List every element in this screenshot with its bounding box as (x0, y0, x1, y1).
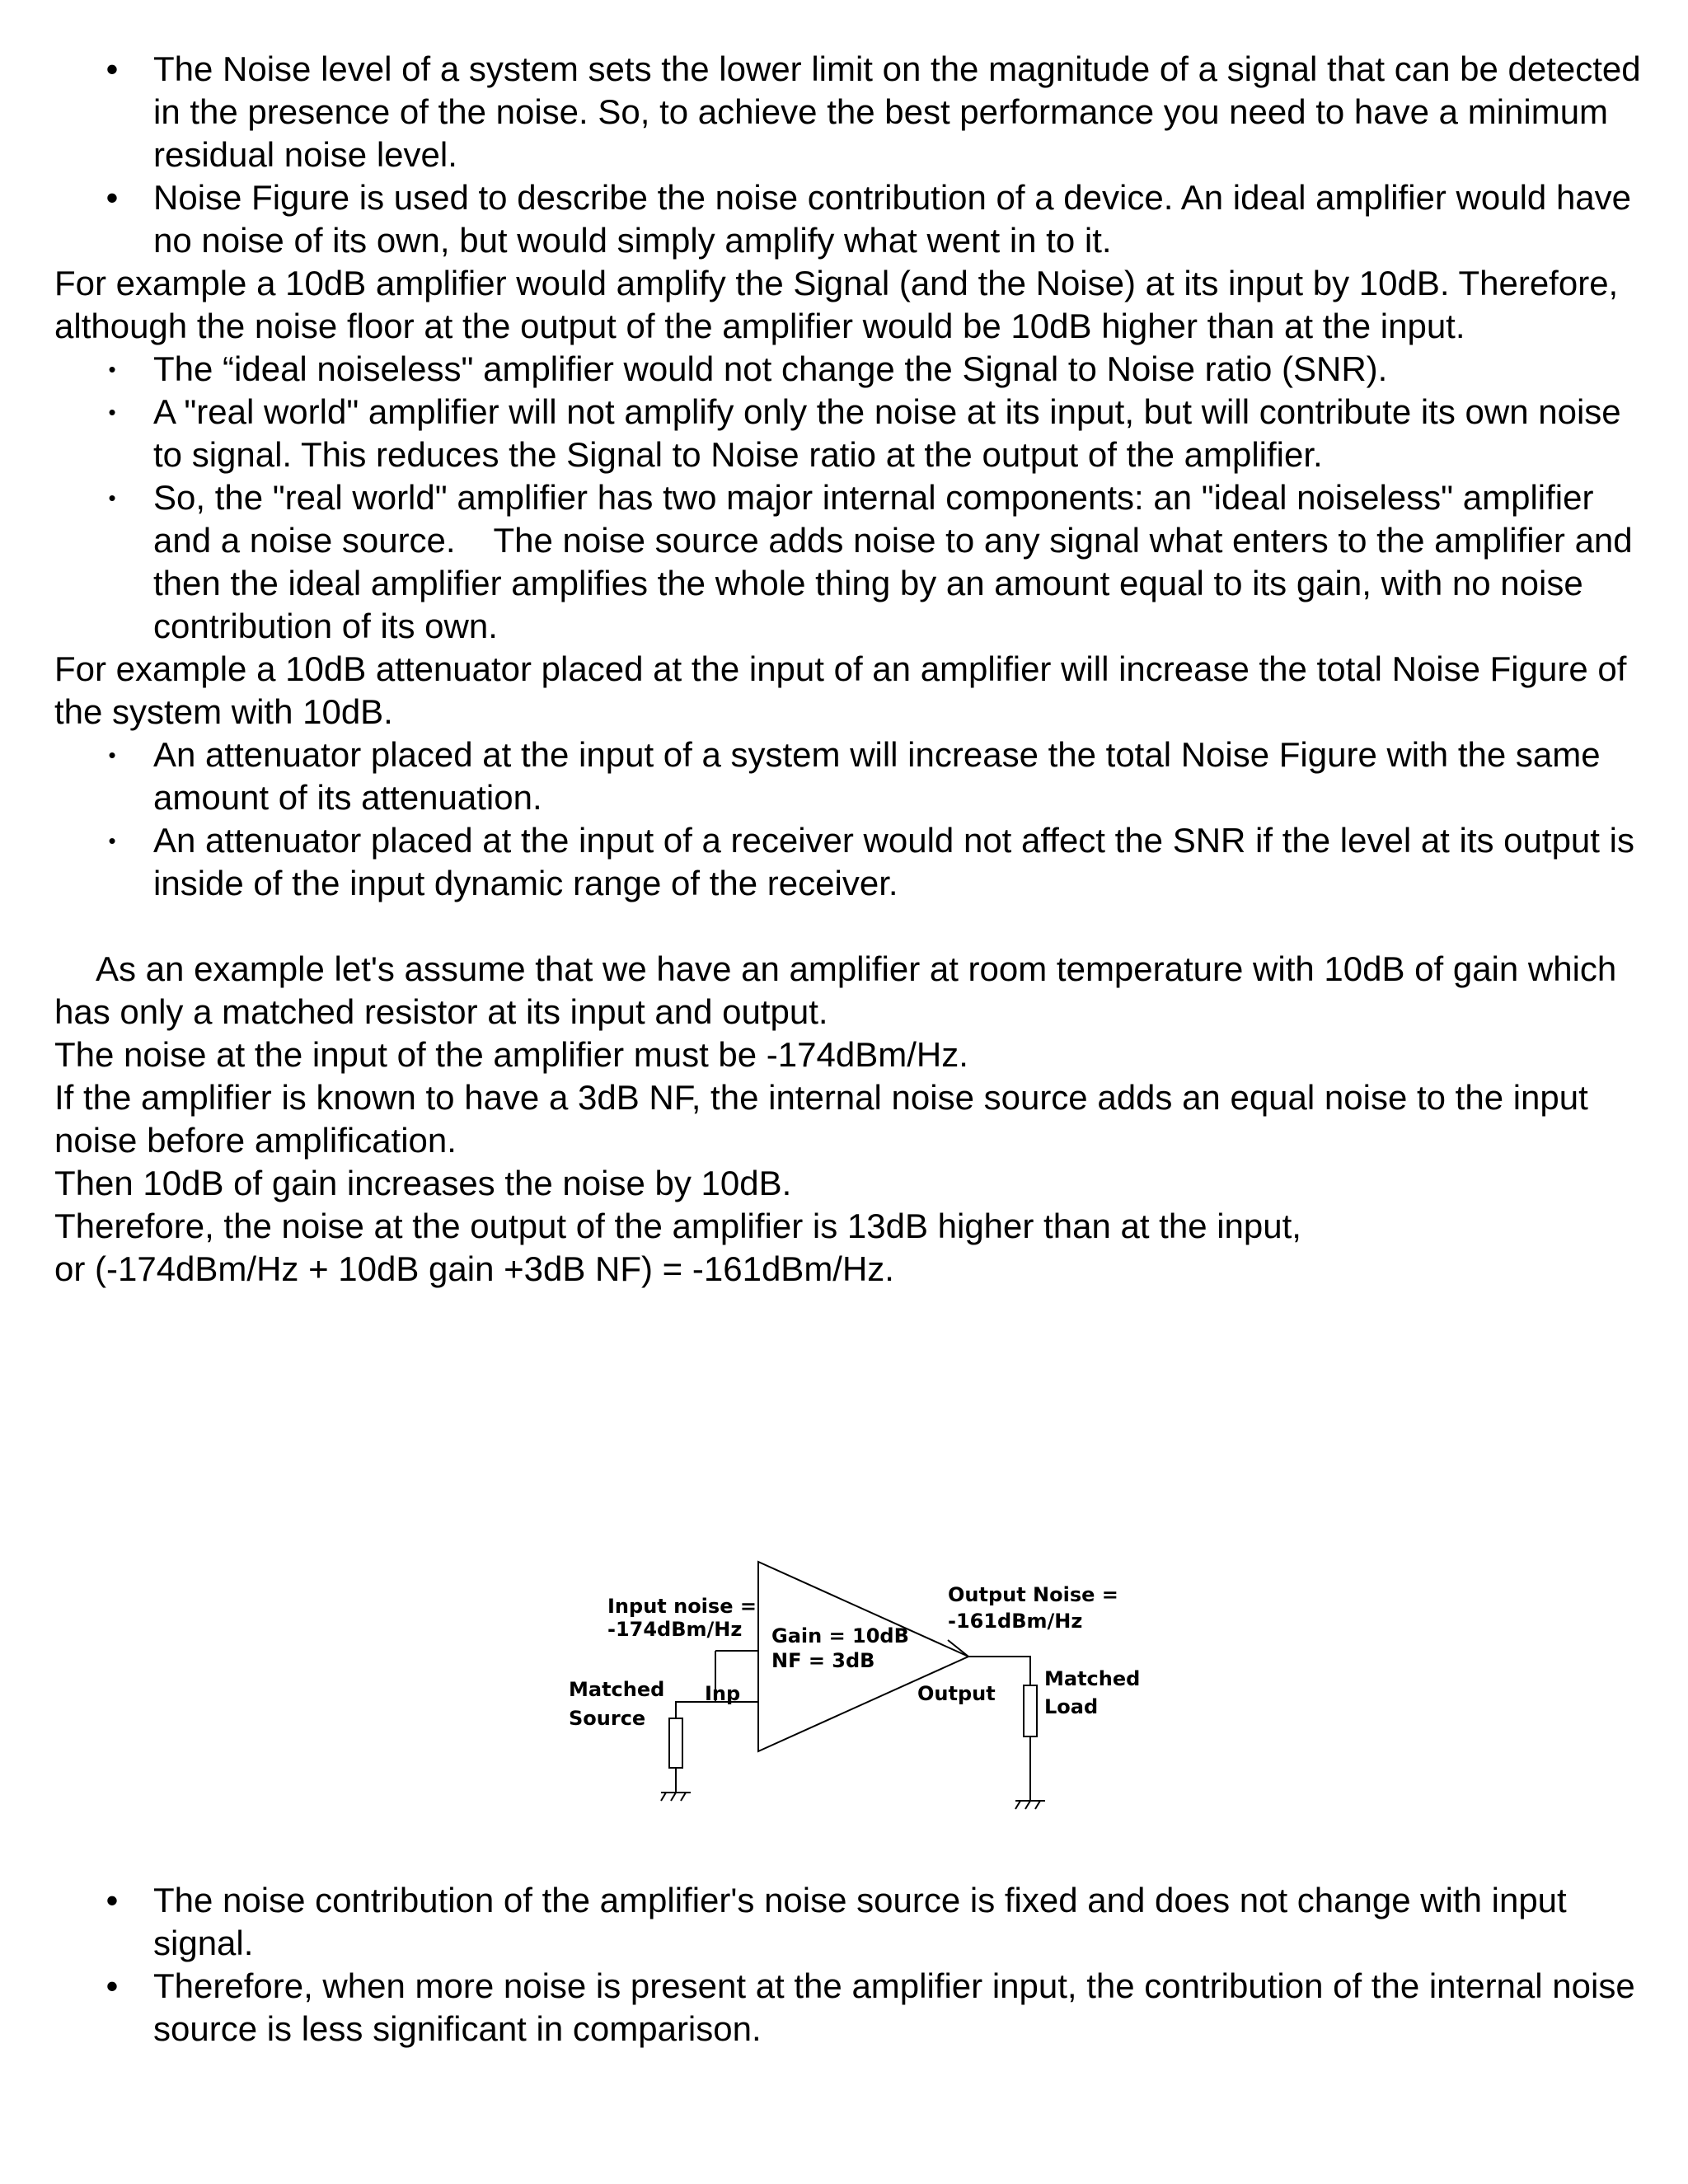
nf-label: NF = 3dB (771, 1649, 875, 1672)
matched-source-label-2: Source (569, 1707, 646, 1730)
amplifier-schematic (560, 1554, 1146, 1842)
example-line: The noise at the input of the amplifier must be -174dBm/Hz. (54, 1035, 968, 1074)
example-line: As an example let's assume that we have an amplifier at room temperature with 10dB of gain which has only a matched resistor at its input and output. (54, 949, 1617, 1031)
list-item: • The noise contribution of the amplifier's noise source is fixed and does not change with input signal. (54, 1879, 1645, 1965)
list-item: • Therefore, when more noise is present at the amplifier input, the contribution of the internal noise source is less significant in comparison. (54, 1965, 1645, 2050)
lower-section (54, 1879, 1645, 2050)
bullet-icon: • (108, 828, 116, 853)
list-item: • The “ideal noiseless" amplifier would not change the Signal to Noise ratio (SNR). (54, 348, 1645, 391)
bullet-list-real-world (54, 348, 1645, 648)
bullet-icon: • (108, 743, 116, 767)
list-item: • The Noise level of a system sets the lower limit on the magnitude of a signal that can be detected in the presence of the noise. So, to achieve the best performance you need to have a minimum residual noise level. (54, 48, 1645, 176)
list-item: • Noise Figure is used to describe the noise contribution of a device. An ideal amplifier would have no noise of its own, but would simply amplify what went in to it. (54, 176, 1645, 262)
list-item: • An attenuator placed at the input of a receiver would not affect the SNR if the level at its output is inside of the input dynamic range of the receiver. (54, 819, 1645, 905)
bullet-icon: • (106, 49, 119, 88)
bullet-icon: • (108, 357, 116, 382)
matched-load-label: Matched (1044, 1667, 1141, 1690)
bullet-icon: • (106, 1966, 119, 2005)
matched-load-label-2: Load (1044, 1695, 1099, 1718)
output-label: Output (917, 1682, 996, 1705)
gain-label: Gain = 10dB (771, 1624, 909, 1647)
paragraph-attenuator-example: For example a 10dB attenuator placed at the input of an amplifier will increase the total Noise Figure of the system with 10dB. (54, 649, 1627, 731)
example-block (54, 948, 1645, 1291)
load-resistor (1024, 1685, 1037, 1736)
bullet-list-noise-contribution (54, 1879, 1645, 2050)
list-item: • An attenuator placed at the input of a system will increase the total Noise Figure with the same amount of its attenuation. (54, 733, 1645, 819)
bullet-icon: • (108, 485, 116, 510)
document-body (54, 48, 1645, 1291)
list-item: • A "real world" amplifier will not amplify only the noise at its input, but will contribute its own noise to signal. This reduces the Signal to Noise ratio at the output of the amplifier. (54, 391, 1645, 476)
matched-source-label: Matched (569, 1678, 665, 1701)
input-noise-value: -174dBm/Hz (607, 1618, 743, 1641)
list-item: • So, the "real world" amplifier has two major internal components: an "ideal noiseless" amplifier and a noise source. The noise source adds noise to any signal what enters to the amplifier and then the ideal amplifier amplifies the whole thing by an amount equal to its gain, with no noise contribution of its own. (54, 476, 1645, 648)
bullet-list-attenuator (54, 733, 1645, 905)
output-wire (968, 1657, 1030, 1685)
output-noise-label: Output Noise = (948, 1583, 1118, 1606)
example-line: Then 10dB of gain increases the noise by 10dB. (54, 1164, 792, 1202)
inp-label: Inp (705, 1682, 741, 1705)
paragraph-amplifier-example: For example a 10dB amplifier would amplify the Signal (and the Noise) at its input by 10dB. Therefore, although the noise floor at the output of the amplifier would be 10dB higher than at the input. (54, 264, 1619, 345)
bullet-icon: • (106, 1881, 119, 1919)
amplifier-noise-diagram (560, 1554, 1146, 1842)
bullet-list-noise-level (54, 48, 1645, 262)
output-noise-value: -161dBm/Hz (948, 1610, 1083, 1633)
example-line: If the amplifier is known to have a 3dB NF, the internal noise source adds an equal noise to the input noise before amplification. (54, 1078, 1588, 1160)
example-line: or (-174dBm/Hz + 10dB gain +3dB NF) = -161dBm/Hz. (54, 1249, 894, 1288)
input-noise-label: Input noise = (607, 1595, 757, 1618)
bullet-icon: • (106, 178, 119, 217)
example-line: Therefore, the noise at the output of the amplifier is 13dB higher than at the input, (54, 1207, 1301, 1245)
source-resistor (669, 1718, 682, 1768)
bullet-icon: • (108, 400, 116, 424)
